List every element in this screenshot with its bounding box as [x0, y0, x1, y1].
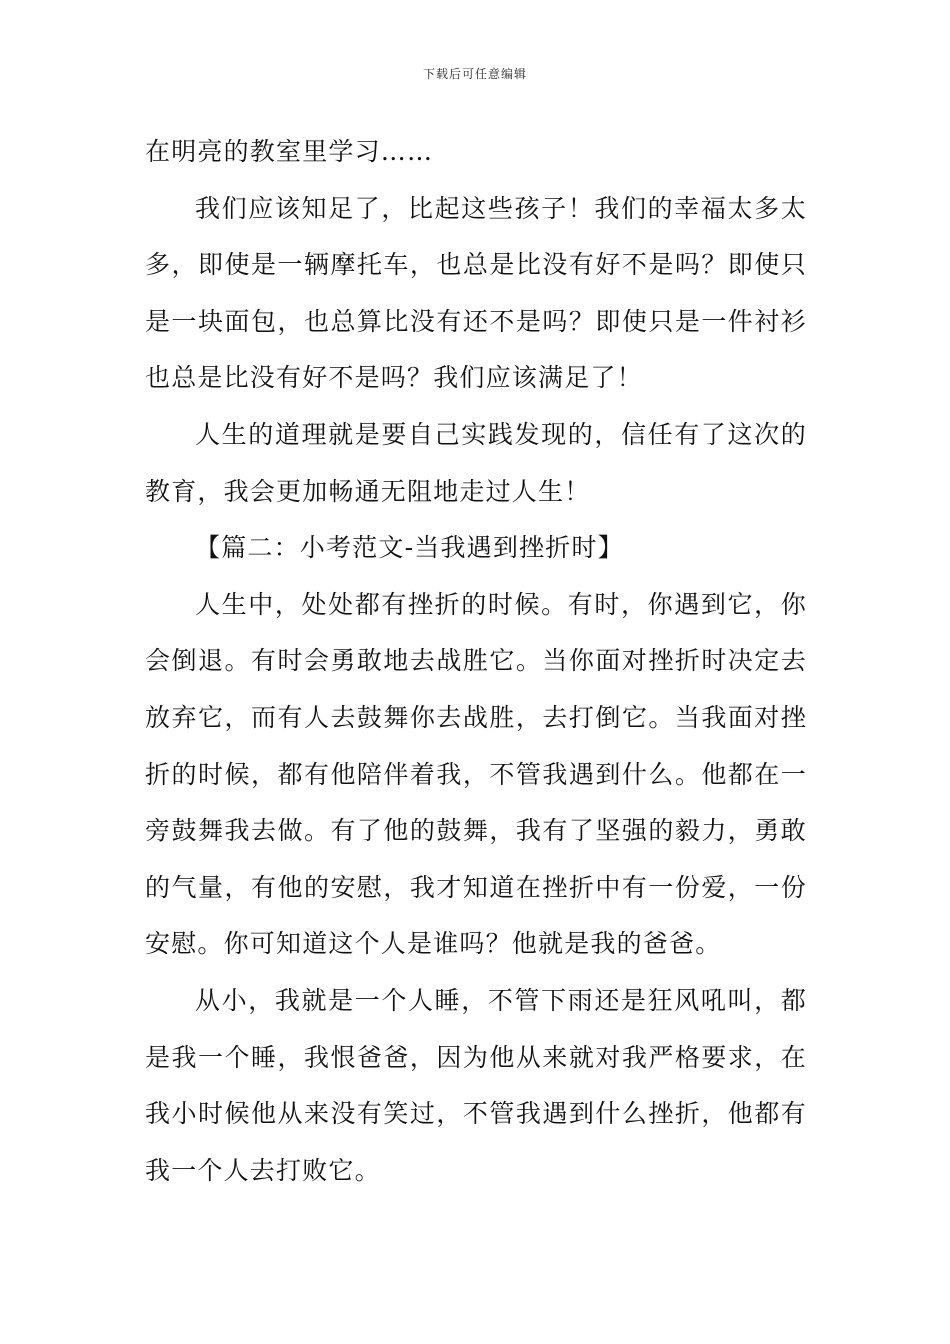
paragraph-setbacks: 人生中，处处都有挫折的时候。有时，你遇到它，你会倒退。有时会勇敢地去战胜它。当你面对挫折时决定去放弃它，而有人去鼓舞你去战胜，去打倒它。当我面对挫折的时候，都有他陪伴着我，不管我遇到什么。他都在一旁鼓舞我去做。有了他的鼓舞，我有了坚强的毅力，勇敢的气量，有他的安慰，我才知道在挫折中有一份爱，一份安慰。你可知道这个人是谁吗？他就是我的爸爸。	[145, 589, 807, 959]
section-heading: 【篇二：小考范文-当我遇到挫折时】	[195, 533, 624, 563]
paragraph-life-lesson: 人生的道理就是要自己实践发现的，信任有了这次的教育，我会更加畅通无阻地走过人生！	[145, 419, 807, 506]
document-body	[145, 124, 807, 1199]
paragraph-continuation: 在明亮的教室里学习……	[145, 137, 434, 166]
paragraph-childhood: 从小，我就是一个人睡，不管下雨还是狂风吼叫，都是我一个睡，我恨爸爸，因为他从来就对我严格要求，在我小时候他从来没有笑过，不管我遇到什么挫折，他都有我一个人去打败它。	[145, 985, 807, 1185]
page-header: 下载后可任意编辑	[422, 67, 527, 81]
paragraph-contentment: 我们应该知足了，比起这些孩子！我们的幸福太多太多，即使是一辆摩托车，也总是比没有好不是吗？即使只是一块面包，也总算比没有还不是吗？即使只是一件衬衫也总是比没有好不是吗？我们应该满足了！	[145, 193, 807, 393]
